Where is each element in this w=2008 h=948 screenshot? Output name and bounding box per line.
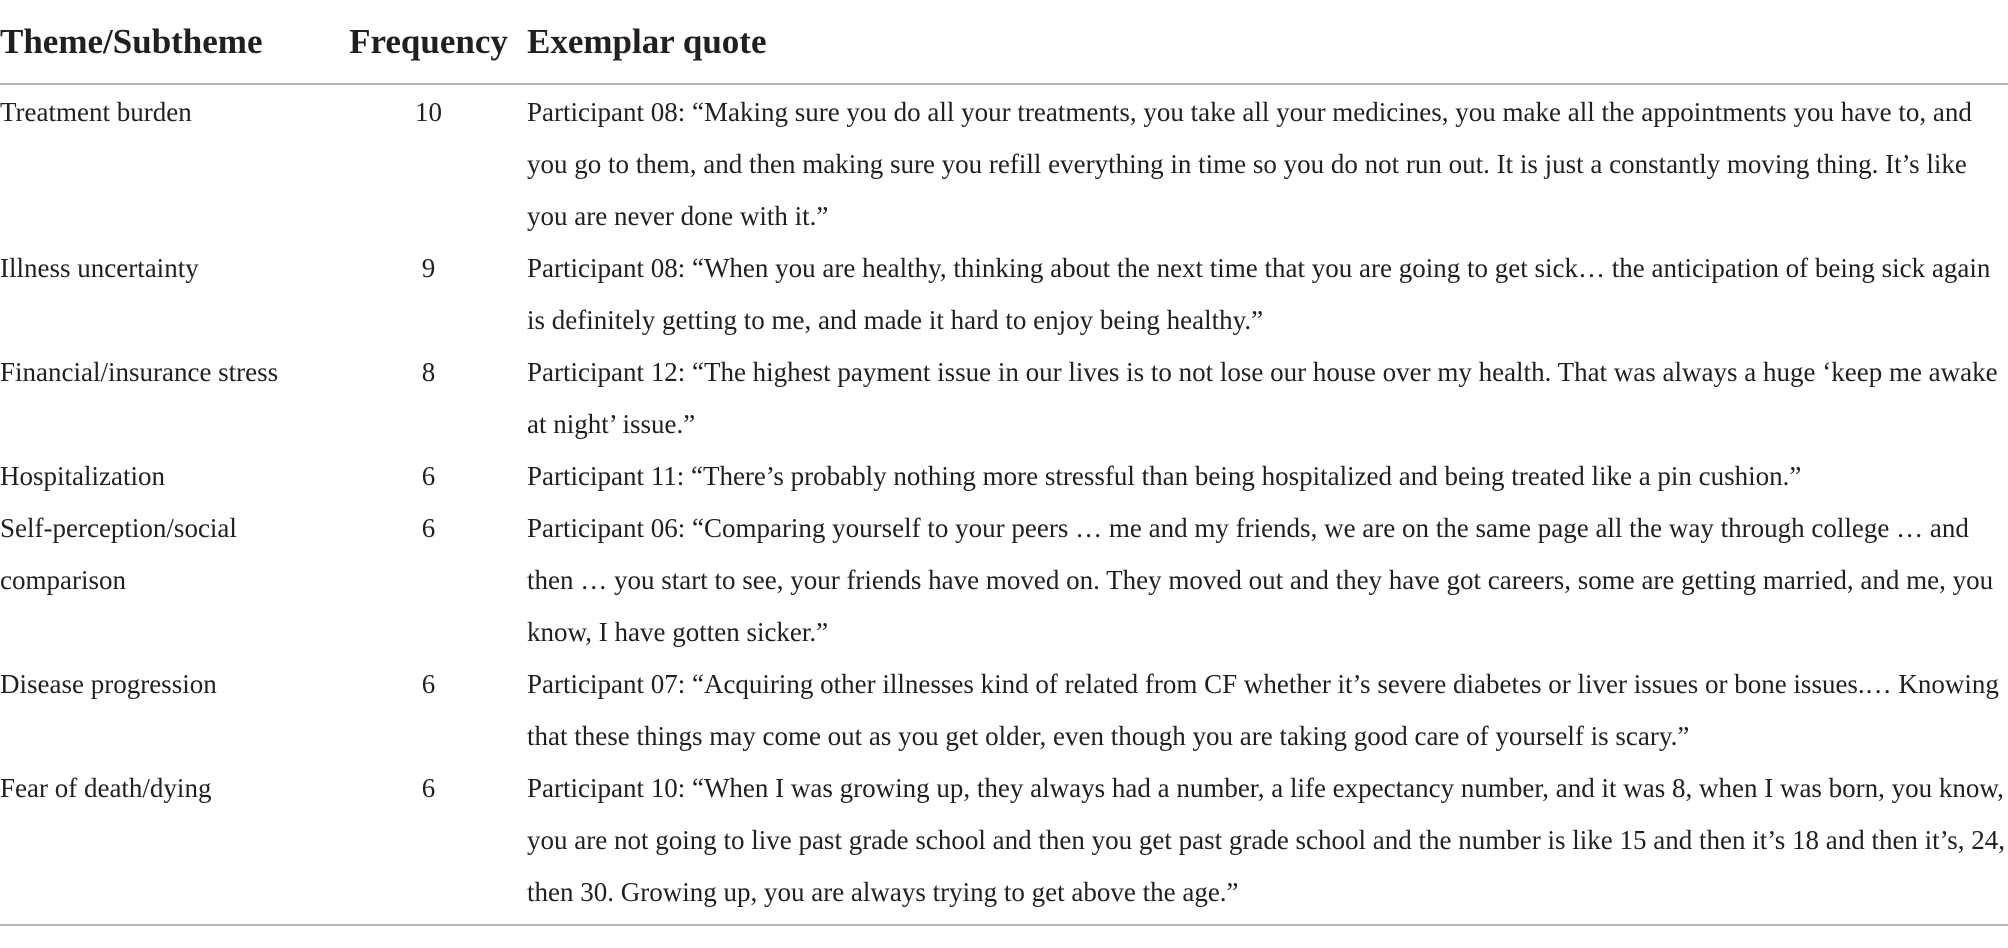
quote-cell: Participant 11: “There’s probably nothing more stressful than being hospitalized and being treated like a pin cushion.” xyxy=(527,461,1802,491)
quote-cell: Participant 08: “Making sure you do all your treatments, you take all your medicines, you make all the appointments you have to, and you go to them, and then making sure you refill everything in time so you do not run out. It is just a constantly moving thing. It’s like you are never done with it.” xyxy=(527,97,1972,231)
table-row xyxy=(0,346,2008,450)
theme-cell: Financial/insurance stress xyxy=(0,357,279,387)
frequency-cell: 6 xyxy=(330,762,527,925)
frequency-cell: 6 xyxy=(421,513,436,543)
quote-cell: Participant 07: “Acquiring other illnesses kind of related from CF whether it’s severe diabetes or liver issues or bone issues.… Knowing that these things may come out as you get older, even though you are taking good care of yourself is scary.” xyxy=(527,669,1999,751)
quote-cell: Participant 08: “When you are healthy, thinking about the next time that you are going to get sick… the anticipation of being sick again is definitely getting to me, and made it hard to enjoy being healthy.” xyxy=(527,253,1991,335)
header-theme: Theme/Subtheme xyxy=(0,0,330,84)
theme-cell: Treatment burden xyxy=(0,97,192,127)
table-row xyxy=(0,84,2008,242)
theme-cell: Hospitalization xyxy=(0,461,165,491)
frequency-cell: 6 xyxy=(421,669,436,699)
table-row xyxy=(0,658,2008,762)
theme-cell: Illness uncertainty xyxy=(0,253,199,283)
frequency-cell: 9 xyxy=(421,253,436,283)
header-quote: Exemplar quote xyxy=(527,0,2008,84)
table-row xyxy=(0,450,2008,502)
header-frequency: Frequency xyxy=(330,0,527,84)
theme-cell: Self-perception/social comparison xyxy=(0,513,237,595)
theme-cell: Fear of death/dying xyxy=(0,762,330,925)
quote-cell: Participant 10: “When I was growing up, they always had a number, a life expectancy number, and it was 8, when I was born, you know, you are not going to live past grade school and then you get past grade school and the number is like 15 and then it’s 18 and then it’s, 24, then 30. Growing up, you are always trying to get above the age.” xyxy=(527,762,2008,925)
quote-cell: Participant 06: “Comparing yourself to your peers … me and my friends, we are on the same page all the way through college … and then … you start to see, your friends have moved on. They moved out and they have got careers, some are getting married, and me, you know, I have gotten sicker.” xyxy=(527,513,1994,647)
frequency-cell: 8 xyxy=(421,357,436,387)
frequency-cell: 6 xyxy=(421,461,436,491)
theme-cell: Disease progression xyxy=(0,669,217,699)
frequency-cell: 10 xyxy=(415,97,442,127)
table-row xyxy=(0,502,2008,658)
quote-cell: Participant 12: “The highest payment issue in our lives is to not lose our house over my health. That was always a huge ‘keep me awake at night’ issue.” xyxy=(527,357,1998,439)
table-header-row xyxy=(0,0,2008,84)
table-row xyxy=(0,762,2008,925)
table-row xyxy=(0,242,2008,346)
